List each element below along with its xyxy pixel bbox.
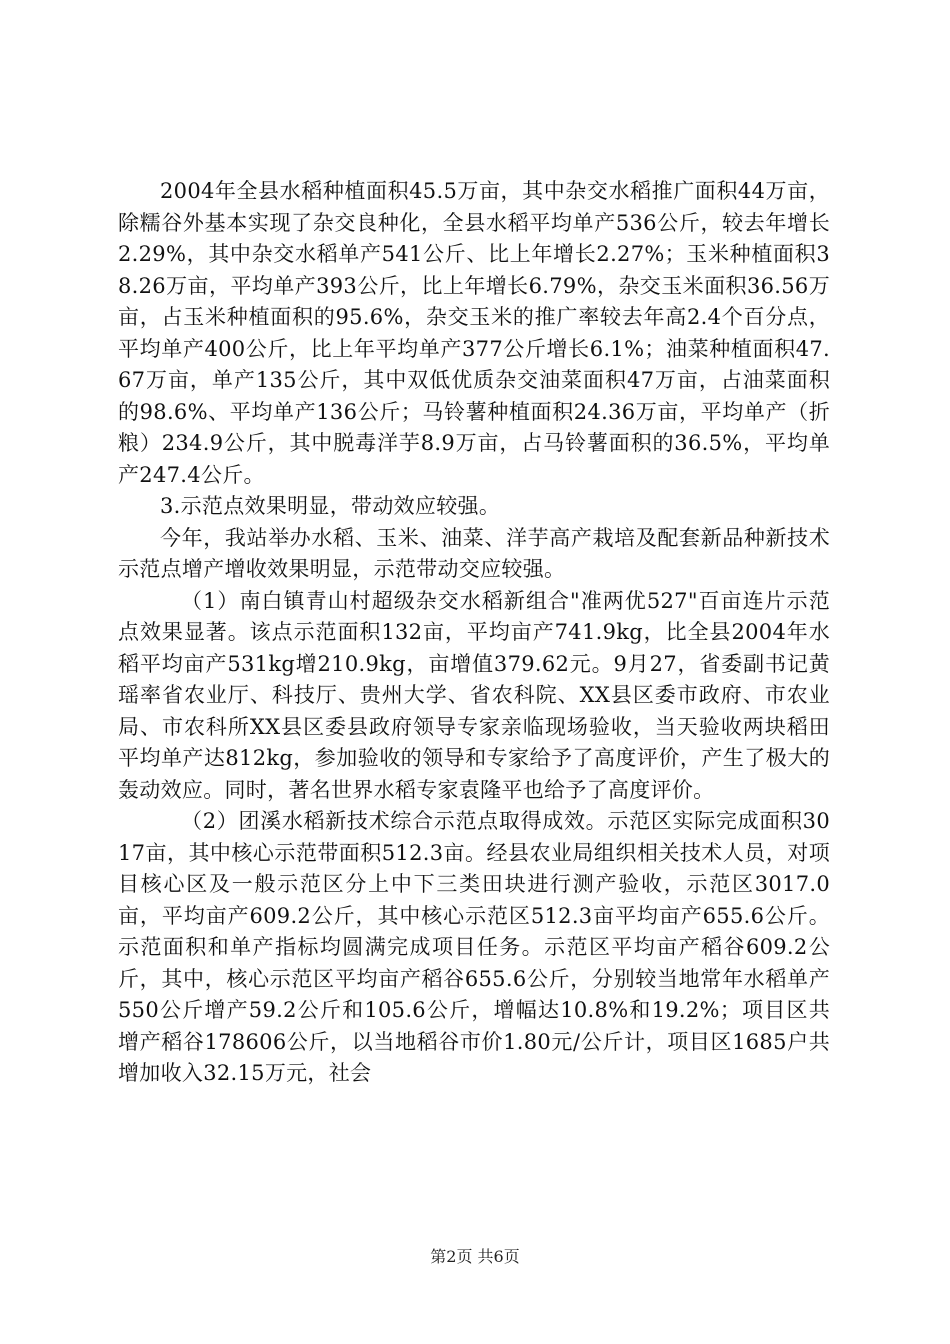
paragraph-demo-intro: 今年，我站举办水稻、玉米、油菜、洋芋高产栽培及配套新品种新技术示范点增产增收效果明显，示范带动交应较强。	[118, 525, 830, 581]
paragraph-item-2-tuanxi: （2）团溪水稻新技术综合示范点取得成效。示范区实际完成面积3017亩，其中核心示范带面积512.3亩。经县农业局组织相关技术人员，对项目核心区及一般示范区分上中下三类田块进行测产验收，示范区3017.0亩，平均亩产609.2公斤，其中核心示范区512.3亩平均亩产655.6公斤。示范面积和单产指标均圆满完成项目任务。示范区平均亩产稻谷609.2公斤，其中，核心示范区平均亩产稻谷655.6公斤，分别较当地常年水稻单产550公斤增产59.2公斤和105.6公斤，增幅达10.8%和19.2%；项目区共增产稻谷178606公斤，以当地稻谷市价1.80元/公斤计，项目区1685户共增加收入32.15万元，社会	[118, 809, 830, 1085]
page-footer: 第2页 共6页	[430, 1247, 520, 1266]
paragraph-crop-statistics: 2004年全县水稻种植面积45.5万亩，其中杂交水稻推广面积44万亩，除糯谷外基本实现了杂交良种化，全县水稻平均单产536公斤，较去年增长2.29%，其中杂交水稻单产541公斤、比上年增长2.27%；玉米种植面积38.26万亩，平均单产393公斤，比上年增长6.79%，杂交玉米面积36.56万亩，占玉米种植面积的95.6%，杂交玉米的推广率较去年高2.4个百分点，平均单产400公斤，比上年平均单产377公斤增长6.1%；油菜种植面积47.67万亩，单产135公斤，其中双低优质杂交油菜面积47万亩，占油菜面积的98.6%、平均单产136公斤；马铃薯种植面积24.36万亩，平均单产（折粮）234.9公斤，其中脱毒洋芋8.9万亩，占马铃薯面积的36.5%，平均单产247.4公斤。	[118, 179, 830, 487]
document-body	[118, 176, 830, 1090]
section-heading-demo-effects: 3.示范点效果明显，带动效应较强。	[160, 494, 501, 518]
paragraph-item-1-nanbai: （1）南白镇青山村超级杂交水稻新组合"准两优527"百亩连片示范点效果显著。该点示范面积132亩，平均亩产741.9kg，比全县2004年水稻平均亩产531kg增210.9kg，亩增值379.62元。9月27，省委副书记黄瑶率省农业厅、科技厅、贵州大学、省农科院、XX县区委市政府、市农业局、市农科所XX县区委县政府领导专家亲临现场验收，当天验收两块稻田平均单产达812kg，参加验收的领导和专家给予了高度评价，产生了极大的轰动效应。同时，著名世界水稻专家袁隆平也给予了高度评价。	[118, 588, 830, 802]
